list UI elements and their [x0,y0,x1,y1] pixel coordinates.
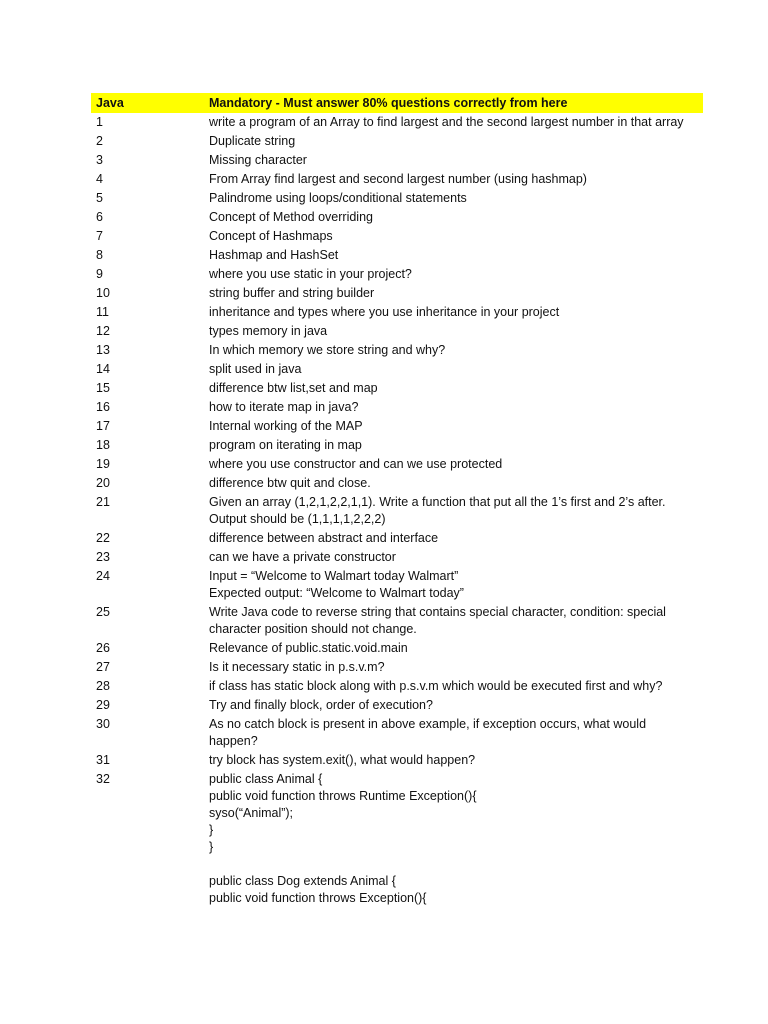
question-text: if class has static block along with p.s.v.m which would be executed first and why? [209,679,663,693]
question-number: 3 [96,153,103,167]
question-text: As no catch block is present in above example, if exception occurs, what would happen? [209,717,647,748]
question-number: 9 [96,267,103,281]
question-text: Relevance of public.static.void.main [209,641,408,655]
question-row [91,529,703,548]
question-row [91,265,703,284]
question-number: 23 [96,550,110,564]
question-row [91,170,703,189]
question-text: difference between abstract and interface [209,531,439,545]
question-text: Input = “Welcome to Walmart today Walmart” Expected output: “Welcome to Walmart today” [209,569,464,600]
question-row [91,677,703,696]
question-row [91,548,703,567]
question-row [91,113,703,132]
question-row [91,658,703,677]
question-number: 32 [96,772,110,786]
question-number: 17 [96,419,110,433]
question-row [91,715,703,751]
question-text: string buffer and string builder [209,286,375,300]
question-row [91,751,703,770]
question-text: Internal working of the MAP [209,419,363,433]
question-text: Missing character [209,153,307,167]
question-row [91,341,703,360]
question-row [91,770,703,908]
question-number: 6 [96,210,103,224]
question-text: write a program of an Array to find largest and the second largest number in that array [209,115,684,129]
question-number: 5 [96,191,103,205]
question-row [91,208,703,227]
question-number: 22 [96,531,110,545]
question-row [91,398,703,417]
question-row [91,227,703,246]
question-number: 1 [96,115,103,129]
question-list [91,113,703,908]
question-row [91,603,703,639]
header-mandatory-cell: Mandatory - Must answer 80% questions correctly from here [209,96,568,110]
question-text: From Array find largest and second largest number (using hashmap) [209,172,587,186]
question-text: where you use static in your project? [209,267,412,281]
question-text: Given an array (1,2,1,2,2,1,1). Write a function that put all the 1’s first and 2’s after. Output should be (1,1,1,1,2,2,2) [209,495,666,526]
question-row [91,696,703,715]
question-number: 13 [96,343,110,357]
question-number: 4 [96,172,103,186]
question-row [91,417,703,436]
question-number: 28 [96,679,110,693]
question-number: 25 [96,605,110,619]
question-row [91,246,703,265]
question-number: 30 [96,717,110,731]
question-row [91,379,703,398]
question-row [91,360,703,379]
question-text: program on iterating in map [209,438,362,452]
header-row [91,93,703,113]
question-number: 27 [96,660,110,674]
question-number: 2 [96,134,103,148]
question-row [91,493,703,529]
question-number: 11 [96,305,109,319]
question-number: 14 [96,362,110,376]
question-text: split used in java [209,362,302,376]
question-text: Hashmap and HashSet [209,248,339,262]
question-number: 21 [96,495,110,509]
question-text: Write Java code to reverse string that contains special character, condition: special character position should not change. [209,605,666,636]
question-text: types memory in java [209,324,328,338]
question-number: 7 [96,229,103,243]
question-text: difference btw quit and close. [209,476,371,490]
question-row [91,322,703,341]
header-java-cell: Java [96,96,124,110]
question-text: Duplicate string [209,134,296,148]
question-number: 29 [96,698,110,712]
question-row [91,639,703,658]
question-number: 19 [96,457,110,471]
question-text: how to iterate map in java? [209,400,359,414]
question-row [91,455,703,474]
question-text: public class Animal { public void function throws Runtime Exception(){ syso(“Animal”); } } public class Dog extends Animal { public void function throws Exception(){ [209,772,477,905]
question-text: Concept of Method overriding [209,210,373,224]
question-text: Try and finally block, order of execution? [209,698,433,712]
question-text: Palindrome using loops/conditional statements [209,191,467,205]
question-number: 26 [96,641,110,655]
spreadsheet-page [91,93,703,908]
question-number: 10 [96,286,110,300]
question-row [91,189,703,208]
question-text: In which memory we store string and why? [209,343,446,357]
question-row [91,284,703,303]
question-text: difference btw list,set and map [209,381,378,395]
question-number: 24 [96,569,110,583]
question-row [91,474,703,493]
question-row [91,303,703,322]
question-number: 18 [96,438,110,452]
question-text: inheritance and types where you use inheritance in your project [209,305,560,319]
question-text: can we have a private constructor [209,550,396,564]
question-row [91,132,703,151]
question-number: 15 [96,381,110,395]
question-number: 20 [96,476,110,490]
question-text: Is it necessary static in p.s.v.m? [209,660,385,674]
question-number: 12 [96,324,110,338]
question-number: 16 [96,400,110,414]
question-text: try block has system.exit(), what would happen? [209,753,476,767]
question-row [91,567,703,603]
question-row [91,436,703,455]
question-text: Concept of Hashmaps [209,229,333,243]
question-number: 31 [96,753,110,767]
question-row [91,151,703,170]
question-text: where you use constructor and can we use protected [209,457,503,471]
question-number: 8 [96,248,103,262]
